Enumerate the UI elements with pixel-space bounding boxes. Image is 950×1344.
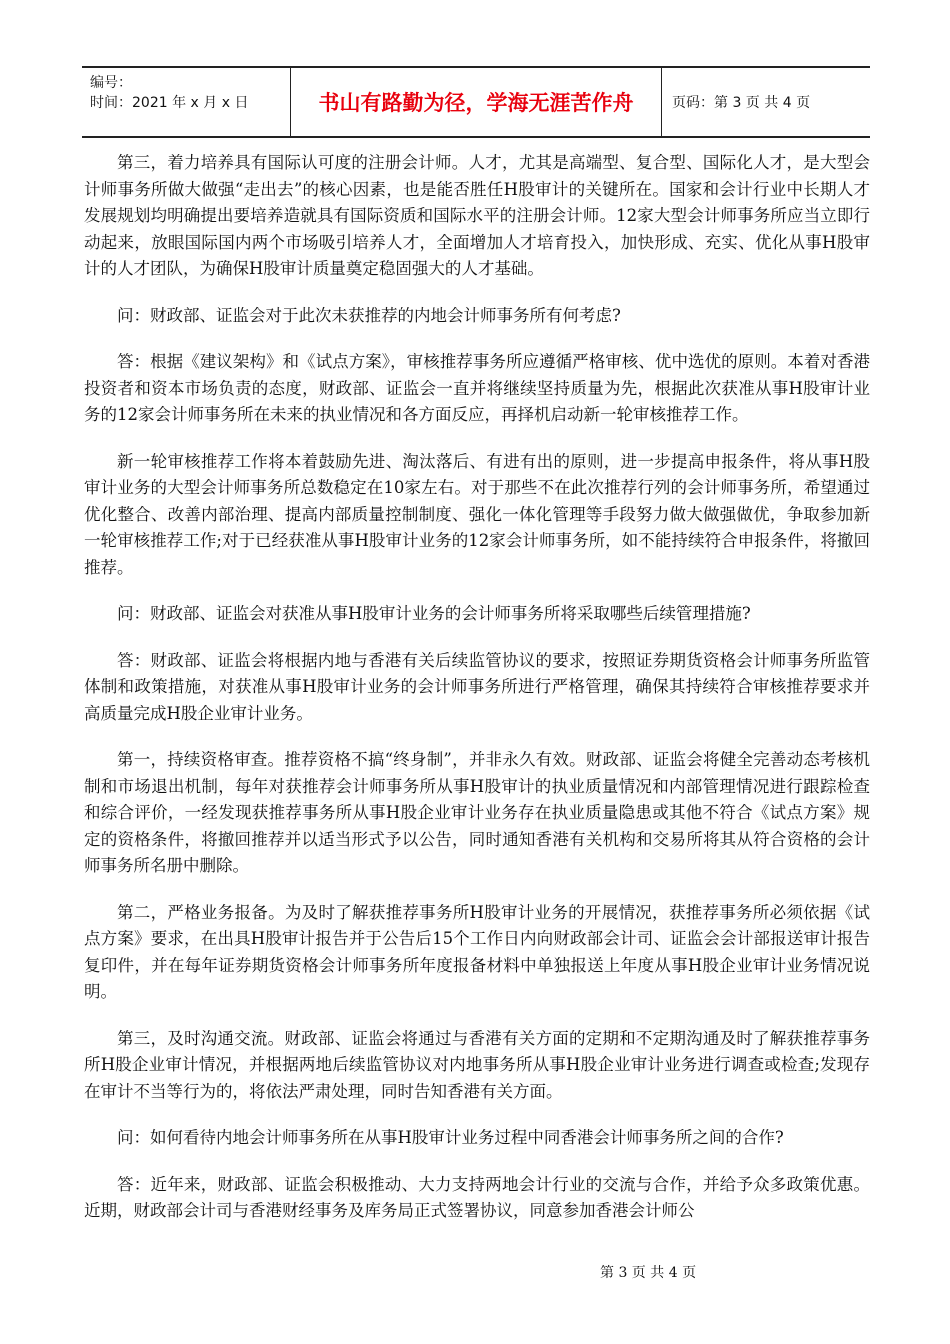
answer-paragraph: 答：根据《建议架构》和《试点方案》，审核推荐事务所应遵循严格审核、优中选优的原则。本着对香港投资者和资本市场负责的态度，财政部、证监会一直并将继续坚持质量为先，根据此次获准从事H股审计业务的12家会计师事务所在未来的执业情况和各方面反应，再择机启动新一轮审核推荐工作。 bbox=[84, 352, 870, 424]
paragraph: 第二，严格业务报备。为及时了解获推荐事务所H股审计业务的开展情况，获推荐事务所必须依据《试点方案》要求，在出具H股审计报告并于公告后15个工作日内向财政部会计司、证监会会计部报送审计报告复印件，并在每年证券期货资格会计师事务所年度报备材料中单独报送上年度从事H股企业审计业务情况说明。 bbox=[84, 902, 870, 1001]
answer-paragraph: 答：近年来，财政部、证监会积极推动、大力支持两地会计行业的交流与合作，并给予众多政策优惠。近期，财政部会计司与香港财经事务及库务局正式签署协议，同意参加香港会计师公 bbox=[84, 1174, 870, 1220]
question-paragraph: 问：财政部、证监会对于此次未获推荐的内地会计师事务所有何考虑? bbox=[117, 305, 621, 325]
page-footer: 第 3 页 共 4 页 bbox=[600, 1265, 697, 1281]
header-page-info: 页码：第 3 页 共 4 页 bbox=[672, 95, 811, 111]
header-meta bbox=[82, 68, 291, 136]
paragraph: 第三，着力培养具有国际认可度的注册会计师。人才，尤其是高端型、复合型、国际化人才，是大型会计师事务所做大做强“走出去”的核心因素，也是能否胜任H股审计的关键所在。国家和会计行业中长期人才发展规划均明确提出要培养造就具有国际资质和国际水平的注册会计师。12家大型会计师事务所应当立即行动起来，放眼国际国内两个市场吸引培养人才，全面增加人才培育投入，加快形成、充实、优化从事H股审计的人才团队，为确保H股审计质量奠定稳固强大的人才基础。 bbox=[84, 153, 870, 278]
paragraph: 第一，持续资格审查。推荐资格不搞“终身制”，并非永久有效。财政部、证监会将健全完善动态考核机制和市场退出机制，每年对获推荐会计师事务所从事H股审计的执业质量情况和内部管理情况进行跟踪检查和综合评价，一经发现获推荐事务所从事H股企业审计业务存在执业质量隐患或其他不符合《试点方案》规定的资格条件，将撤回推荐并以适当形式予以公告，同时通知香港有关机构和交易所将其从符合资格的会计师事务所名册中删除。 bbox=[84, 750, 870, 875]
paragraph: 第三，及时沟通交流。财政部、证监会将通过与香港有关方面的定期和不定期沟通及时了解获推荐事务所H股企业审计情况，并根据两地后续监管协议对内地事务所从事H股企业审计业务进行调查或检查;发现存在审计不当等行为的，将依法严肃处理，同时告知香港有关方面。 bbox=[84, 1028, 870, 1101]
header-motto: 书山有路勤为径，学海无涯苦作舟 bbox=[291, 68, 662, 136]
paragraph: 新一轮审核推荐工作将本着鼓励先进、淘汰落后、有进有出的原则，进一步提高申报条件，将从事H股审计业务的大型会计师事务所总数稳定在10家左右。对于那些不在此次推荐行列的会计师事务所，希望通过优化整合、改善内部治理、提高内部质量控制制度、强化一体化管理等手段努力做大做强做优，争取参加新一轮审核推荐工作;对于已经获准从事H股审计业务的12家会计师事务所，如不能持续符合申报条件，将撤回推荐。 bbox=[84, 451, 870, 577]
document-date: 时间：2021 年 x 月 x 日 bbox=[90, 95, 249, 111]
document-body bbox=[84, 150, 870, 1245]
question-paragraph: 问：财政部、证监会对获准从事H股审计业务的会计师事务所将采取哪些后续管理措施? bbox=[117, 604, 751, 623]
page-header bbox=[82, 66, 870, 138]
answer-paragraph: 答：财政部、证监会将根据内地与香港有关后续监管协议的要求，按照证券期货资格会计师事务所监管体制和政策措施，对获准从事H股审计业务的会计师事务所进行严格管理，确保其持续符合审核推荐要求并高质量完成H股企业审计业务。 bbox=[84, 650, 870, 723]
document-number-label: 编号： bbox=[90, 75, 132, 91]
question-paragraph: 问：如何看待内地会计师事务所在从事H股审计业务过程中同香港会计师事务所之间的合作? bbox=[117, 1128, 784, 1147]
